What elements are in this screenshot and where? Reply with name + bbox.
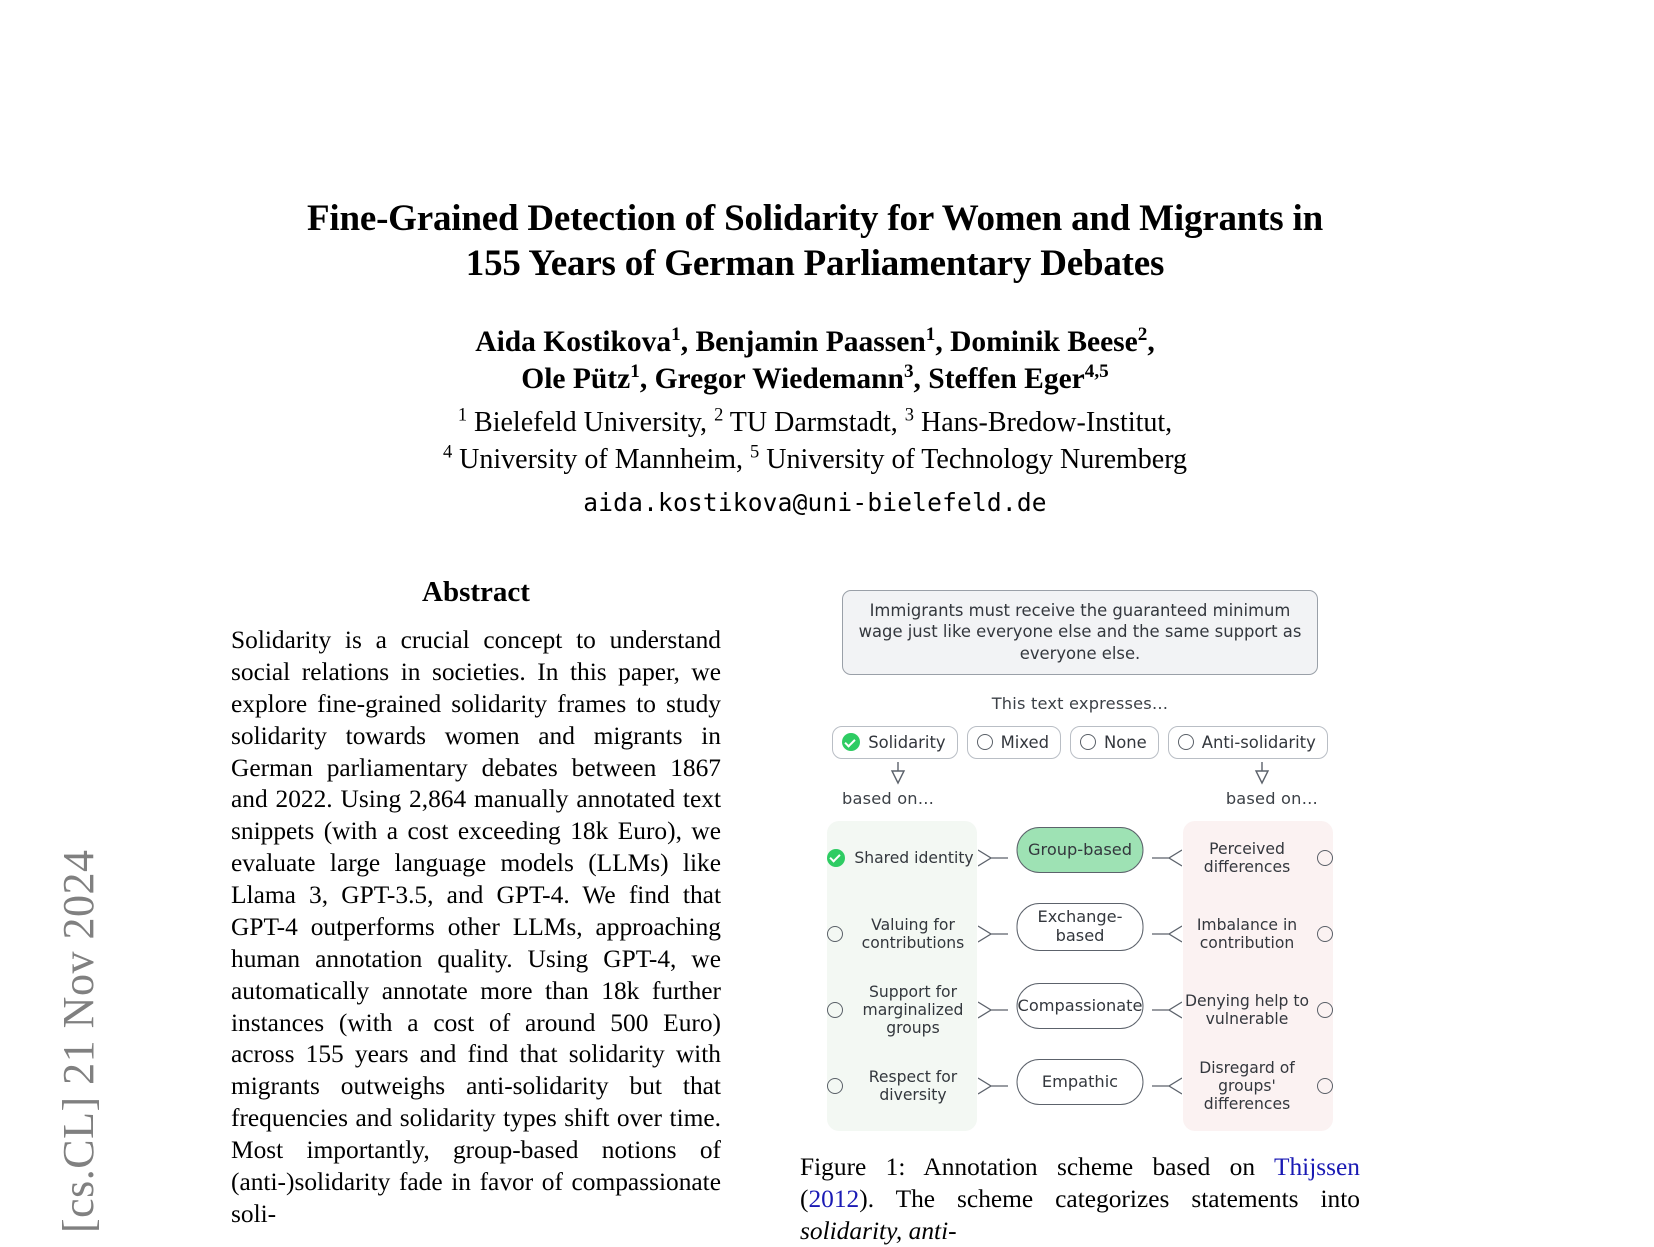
left-frame-shared-identity[interactable]	[827, 849, 977, 867]
radio-icon	[827, 1078, 843, 1094]
frame-node-exchange-based[interactable]: Exchange-based	[1017, 903, 1144, 951]
caption-paren-close: ).	[859, 1184, 875, 1213]
based-on-row	[800, 789, 1360, 813]
affiliation-marker: 2	[714, 404, 724, 425]
affiliation-marker: 3	[904, 404, 914, 425]
frame-row-compassionate	[800, 979, 1360, 1041]
title-block	[200, 196, 1430, 517]
down-arrow-icon-right	[1254, 762, 1270, 786]
author-name: Aida Kostikova	[475, 326, 672, 359]
author-affiliation-marker: 4,5	[1084, 361, 1109, 383]
right-frame-imbalance-contribution[interactable]	[1183, 916, 1333, 952]
top-level-options	[800, 726, 1360, 759]
check-icon	[827, 849, 845, 867]
connector-arrow-left-3	[978, 998, 1012, 1022]
left-frame-support-marginalized[interactable]	[827, 983, 977, 1038]
abstract-column	[231, 576, 721, 1231]
frame-node-empathic[interactable]: Empathic	[1017, 1059, 1144, 1105]
radio-icon	[1317, 1002, 1333, 1018]
right-frame-label: Imbalance in contribution	[1196, 915, 1298, 952]
left-frame-label: Shared identity	[854, 848, 974, 867]
connector-arrow-left-2	[978, 922, 1012, 946]
right-frame-denying-help[interactable]	[1183, 992, 1333, 1028]
author-affiliation-marker: 1	[630, 361, 640, 383]
option-mixed[interactable]	[967, 726, 1061, 759]
author-name: , Steffen Eger	[913, 363, 1085, 396]
author-list	[200, 324, 1430, 398]
citation-year-link[interactable]: 2012	[808, 1184, 860, 1213]
affiliation-marker: 1	[457, 404, 468, 425]
right-frame-label: Perceived differences	[1203, 839, 1291, 876]
prompt-label: This text expresses…	[991, 693, 1169, 713]
author-name: , Dominik Beese	[935, 326, 1138, 359]
left-frame-respect-diversity[interactable]	[827, 1068, 977, 1104]
frame-node-compassionate[interactable]: Compassionate	[1017, 983, 1144, 1029]
left-frame-label: Valuing for contributions	[861, 915, 965, 952]
option-none[interactable]	[1070, 726, 1159, 759]
branch-arrows	[800, 762, 1360, 788]
option-label: Anti-solidarity	[1201, 732, 1316, 752]
author-name: , Gregor Wiedemann	[639, 363, 904, 396]
connector-arrow-left-4	[978, 1074, 1012, 1098]
citation-author-link[interactable]: Thijssen	[1273, 1152, 1360, 1181]
connector-arrow-right-2	[1148, 922, 1182, 946]
title-line-2: 155 Years of German Parliamentary Debates	[465, 243, 1165, 285]
title-line-1: Fine-Grained Detection of Solidarity for Women and Migrants in	[306, 198, 1324, 239]
radio-icon	[1317, 1078, 1333, 1094]
caption-paren-open: (	[800, 1184, 809, 1213]
affiliation-line-2	[200, 442, 1430, 479]
figure-caption	[800, 1151, 1360, 1247]
based-on-label-left: based on…	[842, 788, 935, 808]
right-frame-label: Disregard of groups' differences	[1199, 1058, 1295, 1114]
check-icon	[842, 733, 860, 751]
arxiv-stamp	[0, 0, 150, 1241]
frame-grid	[800, 821, 1360, 1131]
frame-node-group-based[interactable]: Group-based	[1017, 827, 1144, 873]
left-frame-label: Respect for diversity	[868, 1067, 958, 1104]
connector-arrow-right-1	[1148, 846, 1182, 870]
connector-arrow-right-4	[1148, 1074, 1182, 1098]
author-name: , Benjamin Paassen	[680, 326, 926, 359]
abstract-heading: Abstract	[422, 576, 530, 608]
affiliation-line-1	[200, 405, 1430, 442]
option-label: None	[1104, 732, 1147, 752]
radio-icon	[1178, 734, 1194, 750]
down-arrow-icon-left	[890, 762, 906, 786]
author-affiliation-marker: 1	[671, 324, 681, 346]
radio-icon	[1317, 926, 1333, 942]
frame-row-empathic	[800, 1055, 1360, 1117]
affiliation-list	[200, 405, 1430, 479]
example-quote-box: Immigrants must receive the guaranteed minimum wage just like everyone else and the same support as everyone else.	[842, 590, 1318, 675]
affiliation-name: University of Mannheim,	[452, 443, 751, 475]
frame-row-exchange-based	[800, 903, 1360, 965]
author-affiliation-marker: 1	[925, 324, 936, 346]
left-frame-valuing-contributions[interactable]	[827, 916, 977, 952]
author-line-1	[200, 324, 1430, 361]
author-affiliation-marker: 2	[1137, 324, 1148, 346]
arxiv-stamp-text: [cs.CL] 21 Nov 2024	[54, 849, 103, 1233]
affiliation-name: TU Darmstadt,	[723, 407, 905, 438]
abstract-body: Solidarity is a crucial concept to understand social relations in societies. In this paper, we explore fine-grained solidarity frames to study solidarity towards women and migrants in German parliamentary debates between 1867 and 2022. Using 2,864 manually annotated text snippets (with a cost exceeding 18k Euro), we evaluate large language models (LLMs) like Llama 3, GPT-3.5, and GPT-4. We find that GPT-4 outperforms other LLMs, approaching human annotation quality. Using GPT-4, we automatically annotate more than 18k further instances (with a cost of around 500 Euro) across 155 years and find that solidarity with migrants outweighs anti-solidarity but that frequencies and solidarity types shift over time. Most importantly, group-based notions of (anti-)solidarity fade in favor of compassionate soli-	[231, 626, 721, 1228]
affiliation-marker: 5	[750, 441, 760, 462]
connector-arrow-right-3	[1148, 998, 1182, 1022]
author-line-2	[200, 361, 1430, 398]
left-frame-label: Support for marginalized groups	[862, 982, 964, 1038]
affiliation-marker: 4	[442, 441, 453, 462]
author-name: Ole Pütz	[521, 363, 631, 396]
right-frame-perceived-differences[interactable]	[1183, 840, 1333, 876]
figure-1-diagram	[800, 590, 1360, 1131]
option-label: Solidarity	[868, 732, 946, 752]
radio-icon	[827, 926, 843, 942]
page-title	[200, 196, 1430, 286]
affiliation-name: University of Technology Nuremberg	[759, 443, 1188, 475]
affiliation-name: Bielefeld University,	[467, 407, 715, 438]
caption-line-2: The scheme categorizes statements into	[895, 1184, 1360, 1213]
author-affiliation-marker: 3	[903, 361, 914, 383]
right-frame-label: Denying help to vulnerable	[1184, 991, 1310, 1028]
option-anti-solidarity[interactable]	[1168, 726, 1328, 759]
author-separator: ,	[1147, 326, 1155, 359]
contact-email[interactable]: aida.kostikova@uni-bielefeld.de	[583, 487, 1047, 517]
caption-prefix: Figure 1: Annotation scheme based on	[800, 1152, 1274, 1181]
frame-row-group-based	[800, 827, 1360, 889]
affiliation-name: Hans-Bredow-Institut,	[913, 407, 1173, 438]
option-solidarity[interactable]	[832, 726, 957, 759]
figure-column	[800, 576, 1360, 1247]
option-label: Mixed	[1000, 732, 1049, 752]
connector-arrow-left-1	[978, 846, 1012, 870]
radio-icon	[827, 1002, 843, 1018]
caption-emphasis: solidarity, anti-	[800, 1216, 957, 1245]
radio-icon	[1080, 734, 1096, 750]
radio-icon	[1317, 850, 1333, 866]
right-frame-disregard-differences[interactable]	[1183, 1059, 1333, 1114]
based-on-label-right: based on…	[1225, 788, 1318, 808]
radio-icon	[977, 734, 993, 750]
